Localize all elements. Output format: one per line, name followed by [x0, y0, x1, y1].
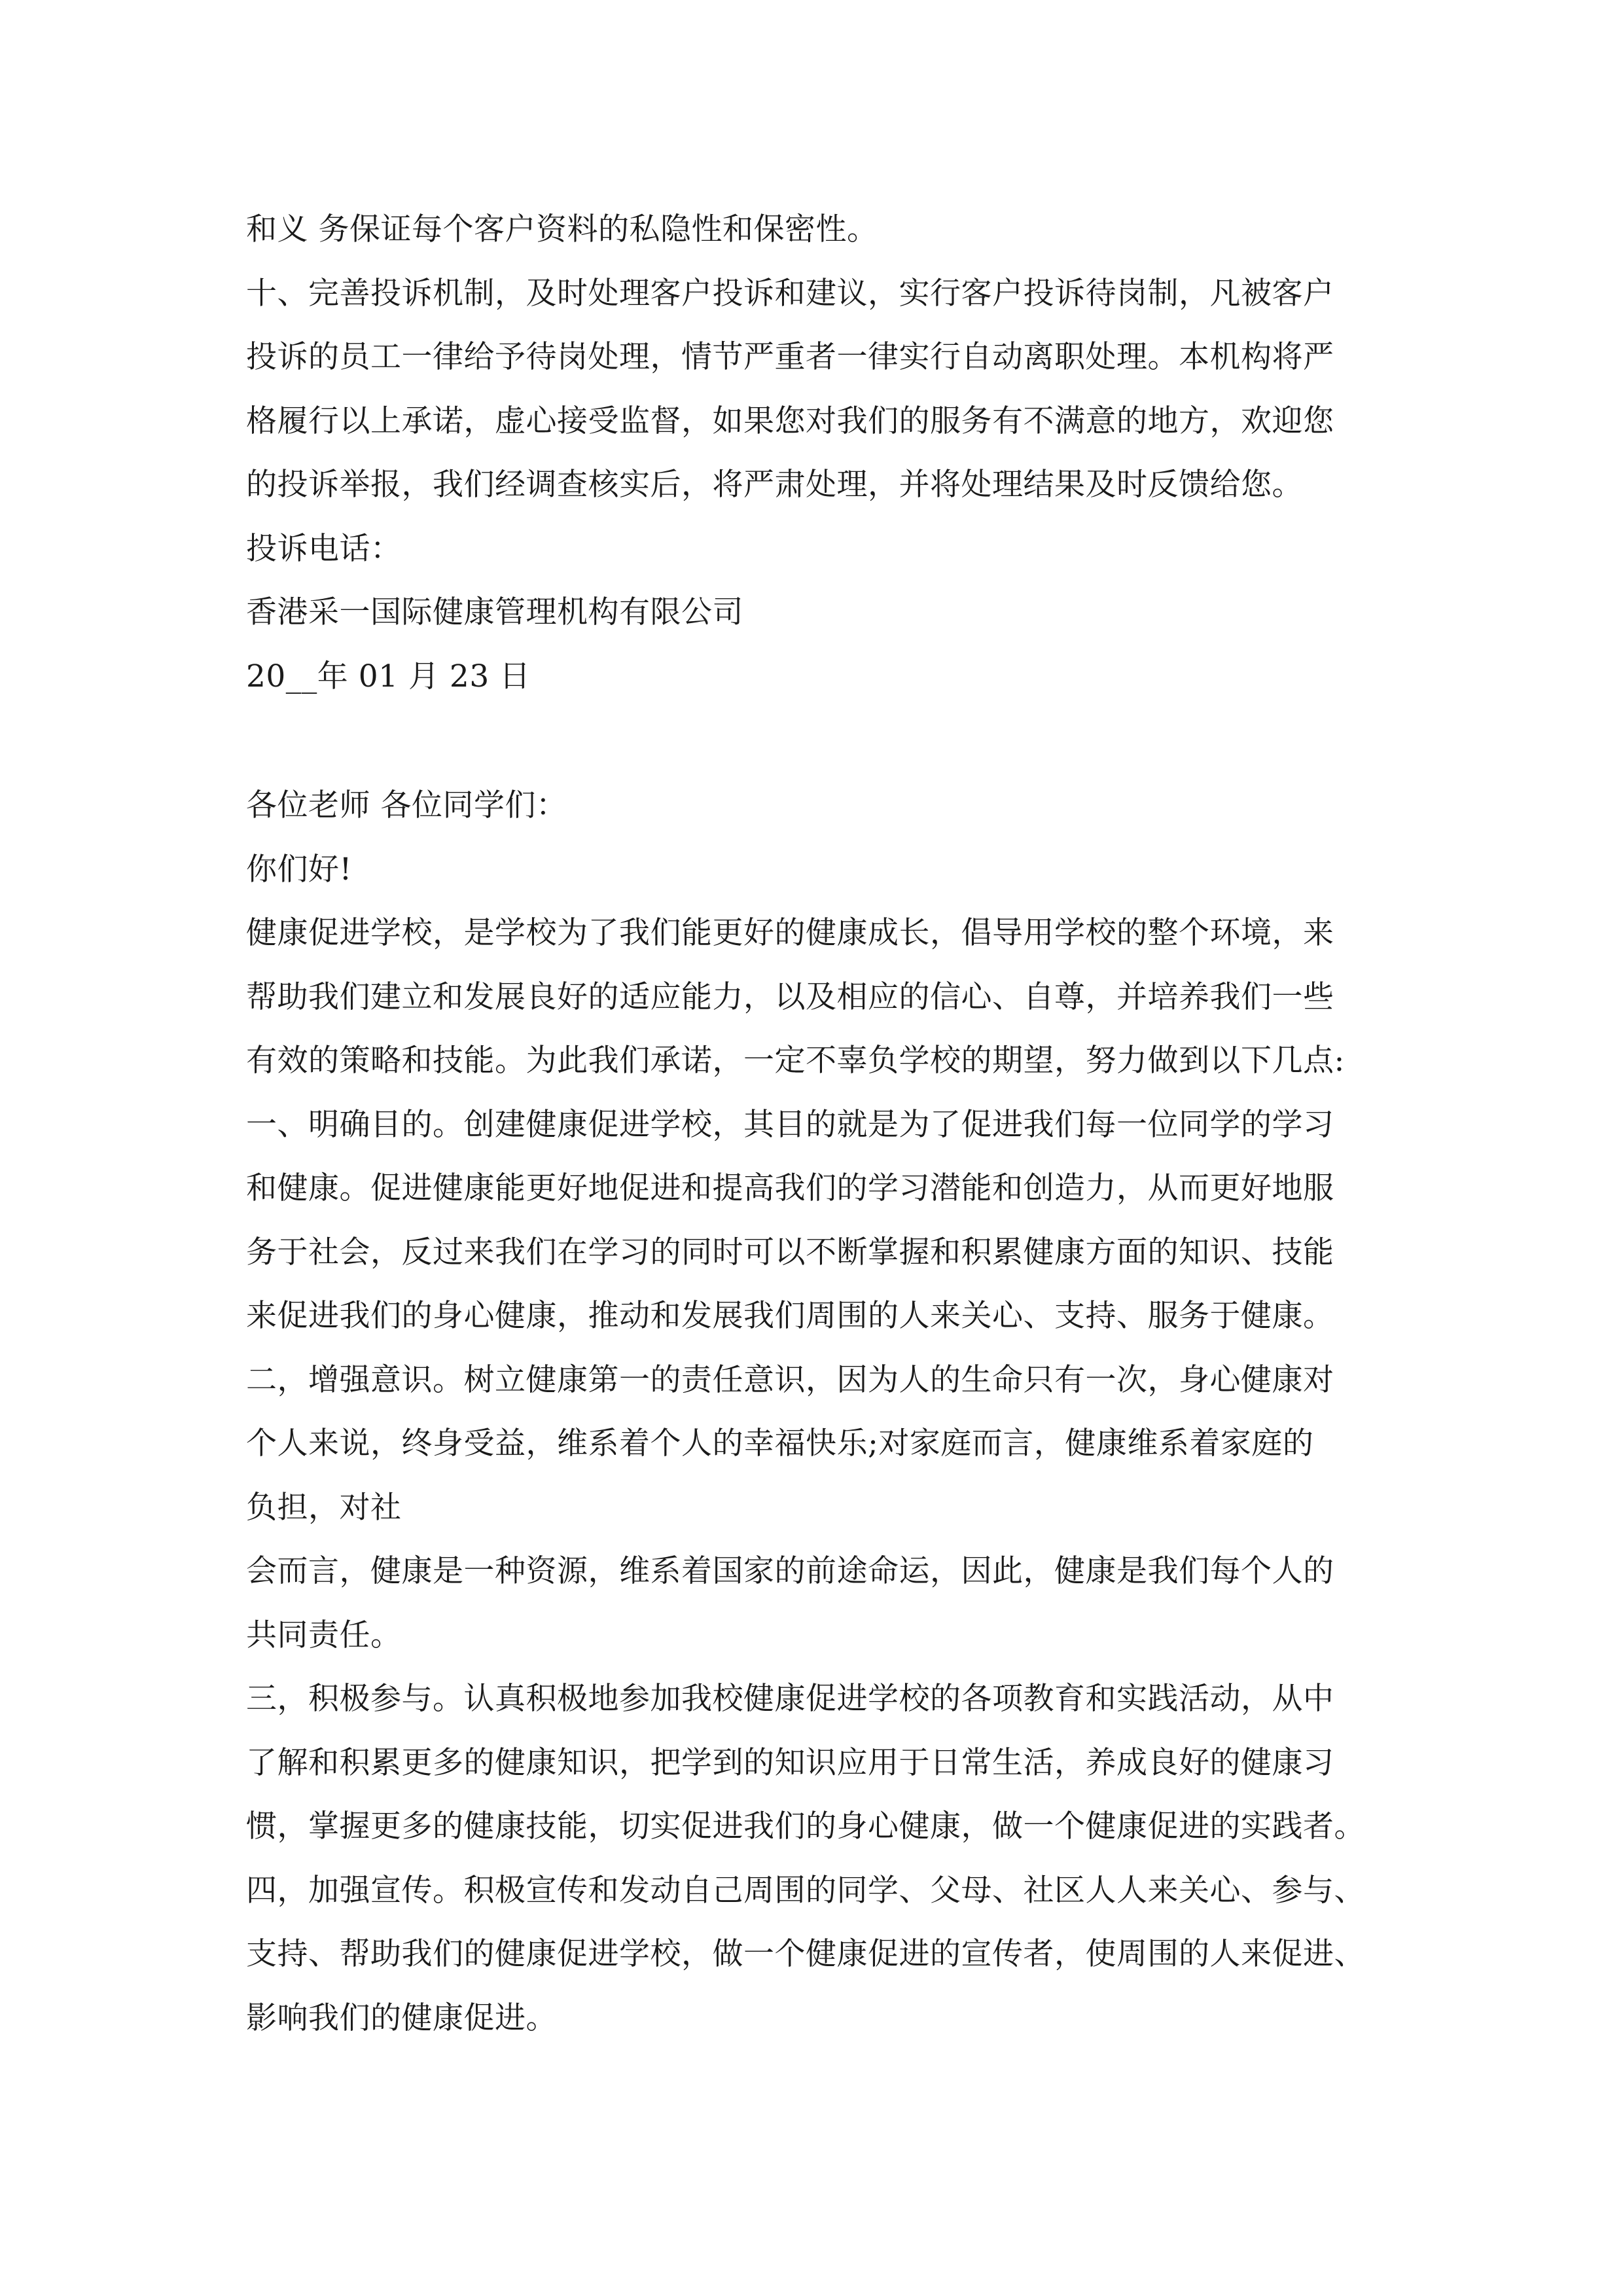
- paragraph-line: 来促进我们的身心健康，推动和发展我们周围的人来关心、支持、服务于健康。: [246, 1298, 1334, 1334]
- paragraph-line: 一、明确目的。创建健康促进学校，其目的就是为了促进我们每一位同学的学习: [246, 1106, 1334, 1143]
- greeting: 你们好!: [246, 851, 352, 888]
- paragraph-line: 健康促进学校，是学校为了我们能更好的健康成长，倡导用学校的整个环境，来: [246, 915, 1334, 951]
- paragraph-line: 惯，掌握更多的健康技能，切实促进我们的身心健康，做一个健康促进的实践者。: [246, 1808, 1365, 1844]
- paragraph-line: 个人来说，终身受益，维系着个人的幸福快乐;对家庭而言，健康维系着家庭的: [246, 1426, 1314, 1462]
- organization-name: 香港采一国际健康管理机构有限公司: [246, 594, 743, 630]
- complaint-commitment-section: [246, 198, 1404, 708]
- paragraph-line: 会而言，健康是一种资源，维系着国家的前途命运，因此，健康是我们每个人的: [246, 1553, 1334, 1589]
- salutation: 各位老师 各位同学们：: [246, 787, 567, 823]
- paragraph-line: 共同责任。: [246, 1617, 402, 1653]
- paragraph-line: 十、完善投诉机制，及时处理客户投诉和建议，实行客户投诉待岗制，凡被客户: [246, 275, 1334, 312]
- paragraph-line: 支持、帮助我们的健康促进学校，做一个健康促进的宣传者，使周围的人来促进、: [246, 1936, 1365, 1972]
- paragraph-line: 三，积极参与。认真积极地参加我校健康促进学校的各项教育和实践活动，从中: [246, 1681, 1334, 1717]
- paragraph-line: 四，加强宣传。积极宣传和发动自己周围的同学、父母、社区人人来关心、参与、: [246, 1872, 1365, 1909]
- paragraph-line: 帮助我们建立和发展良好的适应能力，以及相应的信心、自尊，并培养我们一些: [246, 978, 1334, 1015]
- paragraph-line: 投诉的员工一律给予待岗处理，情节严重者一律实行自动离职处理。本机构将严: [246, 339, 1334, 375]
- paragraph-line: 影响我们的健康促进。: [246, 2000, 557, 2036]
- paragraph-line: 二，增强意识。树立健康第一的责任意识，因为人的生命只有一次，身心健康对: [246, 1361, 1334, 1398]
- paragraph-line: 有效的策略和技能。为此我们承诺，一定不辜负学校的期望，努力做到以下几点:: [246, 1043, 1345, 1079]
- paragraph-line: 的投诉举报，我们经调查核实后，将严肃处理，并将处理结果及时反馈给您。: [246, 467, 1303, 503]
- complaint-phone-label: 投诉电话：: [246, 530, 402, 567]
- paragraph-line: 了解和积累更多的健康知识，把学到的知识应用于日常生活，养成良好的健康习: [246, 1744, 1334, 1781]
- paragraph-line: 和健康。促进健康能更好地促进和提高我们的学习潜能和创造力，从而更好地服: [246, 1170, 1334, 1206]
- paragraph-line: 负担，对社: [246, 1489, 402, 1526]
- health-school-pledge-section: [246, 774, 1404, 2050]
- paragraph-line: 务于社会，反过来我们在学习的同时可以不断掌握和积累健康方面的知识、技能: [246, 1234, 1334, 1270]
- paragraph-line: 格履行以上承诺，虚心接受监督，如果您对我们的服务有不满意的地方，欢迎您: [246, 403, 1334, 439]
- paragraph-line: 和义 务保证每个客户资料的私隐性和保密性。: [246, 211, 878, 247]
- document-date: 20__年 01 月 23 日: [246, 658, 531, 694]
